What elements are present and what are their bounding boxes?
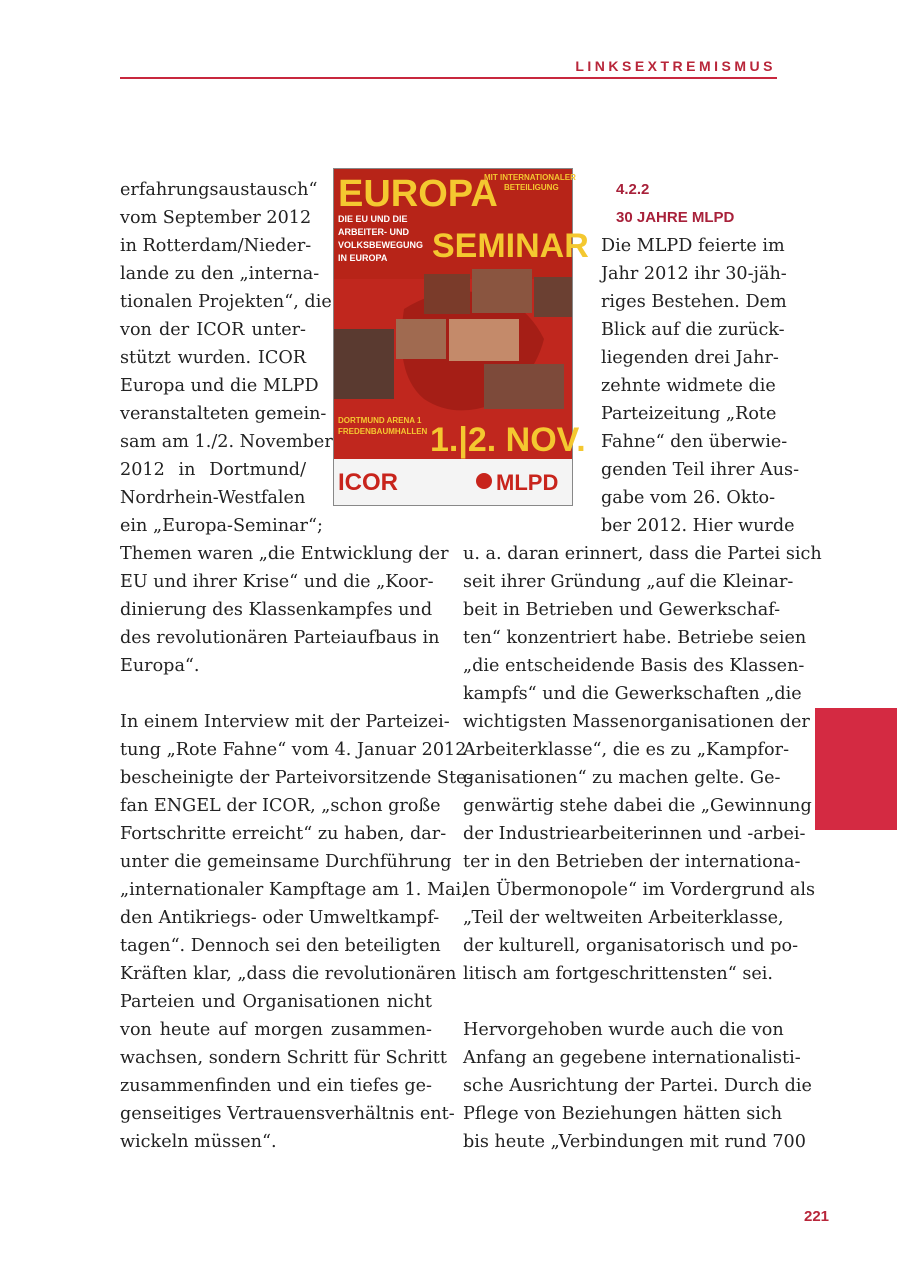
text-line: stützt wurden. ICOR (120, 348, 306, 368)
text-line: beit in Betrieben und Gewerkschaf- (463, 600, 781, 620)
text-line: gabe vom 26. Okto- (601, 488, 776, 508)
text-line: Anfang an gegebene internationalisti- (463, 1048, 801, 1068)
text-line: ber 2012. Hier wurde (601, 516, 795, 536)
text-line: bescheinigte der Parteivorsitzende Ste- (120, 768, 473, 788)
text-line: Fortschritte erreicht“ zu haben, dar- (120, 824, 447, 844)
text-line: u. a. daran erinnert, dass die Partei sich (463, 544, 822, 564)
text-line: „die entscheidende Basis des Klassen- (463, 656, 805, 676)
text-line: „internationaler Kampftage am 1. Mai, (120, 880, 467, 900)
poster-venue-1: DORTMUND ARENA 1 (338, 416, 422, 425)
text-line: den Antikriegs- oder Umweltkampf- (120, 908, 440, 928)
text-line: zusammenfinden und ein tiefes ge- (120, 1076, 432, 1096)
text-line: Europa“. (120, 656, 200, 676)
text-line: von heute auf morgen zusammen- (120, 1020, 432, 1040)
text-line: tionalen Projekten“, die (120, 292, 332, 312)
text-line: wichtigsten Massenorganisationen der (463, 712, 810, 732)
europa-seminar-poster (333, 168, 589, 506)
text-line: genseitiges Vertrauensverhältnis ent- (120, 1104, 455, 1124)
text-line: seit ihrer Gründung „auf die Kleinar- (463, 572, 794, 592)
poster-sub-2: ARBEITER- UND (338, 227, 409, 237)
text-line: ten“ konzentriert habe. Betriebe seien (463, 628, 807, 648)
text-line: Parteizeitung „Rote (601, 404, 777, 424)
poster-date: 1.|2. NOV. (430, 421, 586, 459)
text-line: fan ENGEL der ICOR, „schon große (120, 796, 441, 816)
text-line: wachsen, sondern Schritt für Schritt (120, 1048, 447, 1068)
text-line: „Teil der weltweiten Arbeiterklasse, (463, 908, 784, 928)
text-line: der Industriearbeiterinnen und -arbei- (463, 824, 806, 844)
text-line: Fahne“ den überwie- (601, 432, 788, 452)
poster-sub-1: DIE EU UND DIE (338, 214, 408, 224)
text-line: Themen waren „die Entwicklung der (120, 544, 449, 564)
text-line: von der ICOR unter- (120, 320, 306, 340)
text-line: Die MLPD feierte im (601, 236, 785, 256)
text-line: des revolutionären Parteiaufbaus in (120, 628, 440, 648)
text-line: Hervorgehoben wurde auch die von (463, 1020, 784, 1040)
text-line: Jahr 2012 ihr 30-jäh- (601, 264, 787, 284)
poster-logo-mlpd: MLPD (496, 470, 559, 495)
poster-tag-1: MIT INTERNATIONALER (484, 173, 576, 182)
text-line: sam am 1./2. November (120, 432, 333, 452)
text-line: liegenden drei Jahr- (601, 348, 779, 368)
text-line: Parteien und Organisationen nicht (120, 992, 432, 1012)
text-line: ter in den Betrieben der internationa- (463, 852, 801, 872)
text-line: riges Bestehen. Dem (601, 292, 787, 312)
poster-title-2: SEMINAR (432, 227, 589, 265)
text-line: zehnte widmete die (601, 376, 776, 396)
poster-tag-2: BETEILIGUNG (504, 183, 559, 192)
text-line: Nordrhein-Westfalen (120, 488, 306, 508)
text-line: veranstalteten gemein- (120, 404, 327, 424)
poster-sub-3: VOLKSBEWEGUNG (338, 240, 424, 250)
text-line: tagen“. Dennoch sei den beteiligten (120, 936, 441, 956)
text-line: vom September 2012 (120, 208, 312, 228)
text-line: Blick auf die zurück- (601, 320, 785, 340)
text-line: genwärtig stehe dabei die „Gewinnung (463, 796, 812, 816)
text-line: Europa und die MLPD (120, 376, 319, 396)
text-line: dinierung des Klassenkampfes und (120, 600, 433, 620)
text-line: kampfs“ und die Gewerkschaften „die (463, 684, 802, 704)
text-line: tung „Rote Fahne“ vom 4. Januar 2012 (120, 740, 467, 760)
text-line: wickeln müssen“. (120, 1132, 277, 1152)
text-line: len Übermonopole“ im Vordergrund als (463, 880, 815, 900)
section-title: 30 JAHRE MLPD (616, 209, 735, 226)
text-line: Pflege von Beziehungen hätten sich (463, 1104, 783, 1124)
running-header: LINKSEXTREMISMUS (575, 58, 776, 74)
text-line: genden Teil ihrer Aus- (601, 460, 800, 480)
text-line: In einem Interview mit der Parteizei- (120, 712, 450, 732)
text-line: ein „Europa-Seminar“; (120, 516, 323, 536)
text-line: Kräften klar, „dass die revolutionären (120, 964, 457, 984)
header-rule (120, 77, 777, 79)
text-line: EU und ihrer Krise“ und die „Koor- (120, 572, 434, 592)
poster-title-1: EUROPA (338, 173, 498, 215)
text-line: erfahrungsaustausch“ (120, 180, 318, 200)
text-line: ganisationen“ zu machen gelte. Ge- (463, 768, 781, 788)
text-line: 2012 in Dortmund/ (120, 460, 306, 480)
text-line: unter die gemeinsame Durchführung (120, 852, 452, 872)
poster-logo-icor: ICOR (338, 469, 398, 496)
text-line: lande zu den „interna- (120, 264, 320, 284)
text-line: der kulturell, organisatorisch und po- (463, 936, 799, 956)
text-line: litisch am fortgeschrittensten“ sei. (463, 964, 774, 984)
hammer-sickle-icon (476, 473, 492, 489)
section-number: 4.2.2 (616, 181, 650, 198)
page-number: 221 (804, 1208, 830, 1225)
text-line: Arbeiterklasse“, die es zu „Kampfor- (463, 740, 790, 760)
text-line: bis heute „Verbindungen mit rund 700 (463, 1132, 806, 1152)
chapter-marker-tab (815, 708, 897, 830)
poster-sub-4: IN EUROPA (338, 253, 388, 263)
text-line: in Rotterdam/Nieder- (120, 236, 312, 256)
poster-venue-2: FREDENBAUMHALLEN (338, 427, 428, 436)
text-line: sche Ausrichtung der Partei. Durch die (463, 1076, 812, 1096)
